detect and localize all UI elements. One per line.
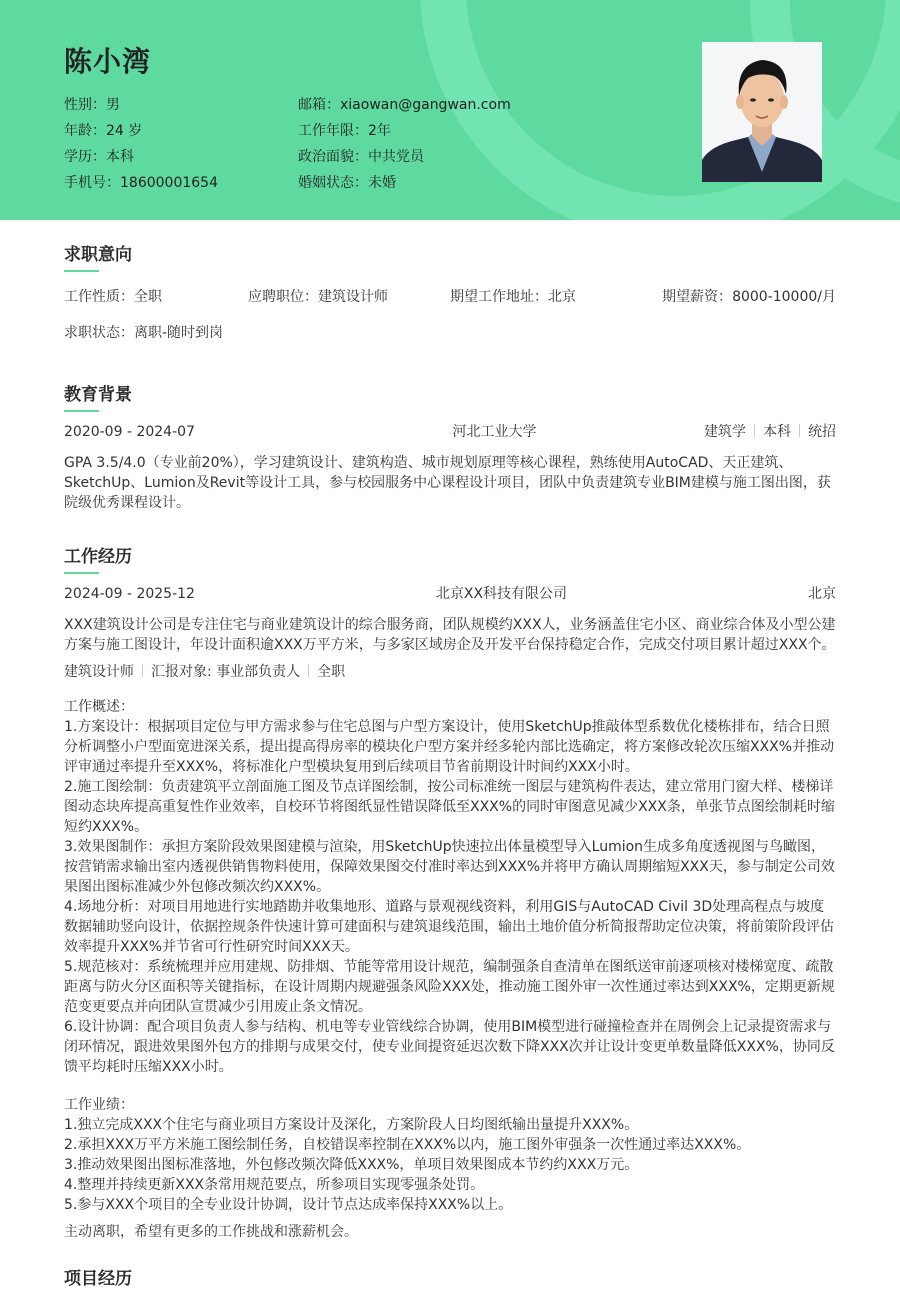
job-status: 求职状态：离职-随时到岗 [64, 325, 224, 341]
info-phone: 手机号：18600001654 [64, 175, 218, 191]
overview-item: 5.规范核对：系统梳理并应用建规、防排烟、节能等常用设计规范，编制强条自查清单在图纸送审前逐项核对楼梯宽度、疏散距离与防火分区面积等关键指标，在设计周期内规避强条风险XXX处，推动施工图外审一次性通过率达到XXX%，定期更新规范变更要点并向团队宣贯减少引用废止条文情况。 [64, 959, 835, 1015]
job-status-row [64, 322, 836, 344]
job-type: 工作性质：全职 [64, 289, 162, 305]
education-header-row [64, 421, 836, 443]
company-description: XXX建筑设计公司是专注住宅与商业建筑设计的综合服务商，团队规模约XXX人，业务涵盖住宅小区、商业综合体及小型公建方案与施工图设计，年设计面积逾XXX万平方米，与多家区域房企及开发平台保持稳定合作，完成交付项目累计超过XXX个。 [64, 617, 836, 653]
education-period: 2020-09 - 2024-07 [64, 424, 195, 440]
portrait-illustration [702, 42, 822, 182]
avatar-photo [702, 42, 822, 182]
work-period: 2024-09 - 2025-12 [64, 586, 195, 602]
section-title-underline [64, 410, 99, 412]
info-age: 年龄：24 岁 [64, 123, 143, 139]
achievement-item: 4.整理并持续更新XXX条常用规范要点，所参项目实现零强条处罚。 [64, 1177, 485, 1193]
section-title-underline [64, 572, 99, 574]
overview-item: 4.场地分析：对项目用地进行实地踏勘并收集地形、道路与景观视线资料，利用GIS与AutoCAD Civil 3D处理高程点与坡度数据辅助竖向设计，依据控规条件快速计算可建面积与建筑退线范围，输出土地价值分析简报帮助定位决策，将前策阶段评估效率提升XXX%并节省可行性研究时间XXX天。 [64, 899, 834, 955]
achievements-heading: 工作业绩： [64, 1097, 134, 1113]
overview-heading: 工作概述： [64, 699, 134, 715]
work-tags: 建筑设计师 汇报对象: 事业部负责人 全职 [64, 664, 346, 680]
job-salary: 期望薪资：8000-10000/月 [662, 289, 836, 305]
work-header-row [64, 583, 836, 605]
section-title-education: 教育背景 [64, 385, 132, 405]
section-title-underline [64, 270, 99, 272]
section-title-job-intent: 求职意向 [64, 245, 132, 265]
achievement-item: 5.参与XXX个项目的全专业设计协调，设计节点达成率保持XXX%以上。 [64, 1197, 513, 1213]
info-political-status: 政治面貌：中共党员 [298, 149, 424, 165]
info-marital-status: 婚姻状态：未婚 [298, 175, 396, 191]
overview-item: 1.方案设计：根据项目定位与甲方需求参与住宅总图与户型方案设计，使用SketchUp推敲体型系数优化楼栋排布，结合日照分析调整小户型面宽进深关系，提出提高得房率的模块化户型方案并经多轮内部比选确定，将方案修改轮次压缩XXX%并推动评审通过率提升至XXX%，将标准化户型模块复用到后续项目节省前期设计时间约XXX小时。 [64, 719, 835, 775]
info-education: 学历：本科 [64, 149, 134, 165]
overview-item: 6.设计协调：配合项目负责人参与结构、机电等专业管线综合协调，使用BIM模型进行碰撞检查并在周例会上记录提资需求与闭环情况，跟进效果图外包方的排期与成果交付，使专业间提资延迟次数下降XXX次并让设计变更单数量降低XXX%，协同反馈平均耗时压缩XXX小时。 [64, 1019, 835, 1075]
basic-info [64, 94, 624, 194]
work-overview [64, 697, 836, 1077]
info-work-years: 工作年限：2年 [298, 123, 391, 139]
job-position: 应聘职位：建筑设计师 [248, 289, 388, 305]
work-company: 北京XX科技有限公司 [435, 586, 568, 602]
section-title-work: 工作经历 [64, 547, 132, 567]
overview-item: 2.施工图绘制：负责建筑平立剖面施工图及节点详图绘制，按公司标准统一图层与建筑构件表达，建立常用门窗大样、楼梯详图动态块库提高重复性作业效率，自校环节将图纸显性错误降低至XXX%的同时审图意见减少XXX条，单张节点图绘制耗时缩短约XXX%。 [64, 779, 835, 835]
job-location: 期望工作地址：北京 [450, 289, 576, 305]
education-school: 河北工业大学 [452, 424, 537, 440]
overview-item: 3.效果图制作：承担方案阶段效果图建模与渲染，用SketchUp快速拉出体量模型导入Lumion生成多角度透视图与鸟瞰图，按营销需求输出室内透视供销售物料使用，保障效果图交付准时率达到XXX%并将甲方确认周期缩短XXX天，参与制定公司效果图出图标准减少外包修改频次约XXX%。 [64, 839, 835, 895]
job-intent-row [64, 286, 836, 308]
info-gender: 性别：男 [64, 97, 120, 113]
work-city: 北京 [807, 586, 836, 602]
achievement-item: 1.独立完成XXX个住宅与商业项目方案设计及深化，方案阶段人日均图纸输出量提升XXX%。 [64, 1117, 639, 1133]
work-achievements [64, 1095, 836, 1215]
info-email: 邮箱：xiaowan@gangwan.com [298, 97, 511, 113]
achievement-item: 3.推动效果图出图标准落地，外包修改频次降低XXX%，单项目效果图成本节约约XXX万元。 [64, 1157, 639, 1173]
achievement-item: 2.承担XXX万平方米施工图绘制任务，自校错误率控制在XXX%以内，施工图外审强条一次性通过率达XXX%。 [64, 1137, 751, 1153]
education-tags: 建筑学 本科 统招 [703, 424, 836, 440]
leave-reason: 主动离职，希望有更多的工作挑战和涨薪机会。 [64, 1224, 358, 1240]
section-title-projects: 项目经历 [64, 1269, 132, 1289]
candidate-name: 陈小湾 [64, 45, 152, 78]
resume-header [0, 0, 900, 220]
education-description: GPA 3.5/4.0（专业前20%），学习建筑设计、建筑构造、城市规划原理等核心课程，熟练使用AutoCAD、天正建筑、SketchUp、Lumion及Revit等设计工具，参与校园服务中心课程设计项目，团队中负责建筑专业BIM建模与施工图出图，获院级优秀课程设计。 [64, 455, 831, 511]
